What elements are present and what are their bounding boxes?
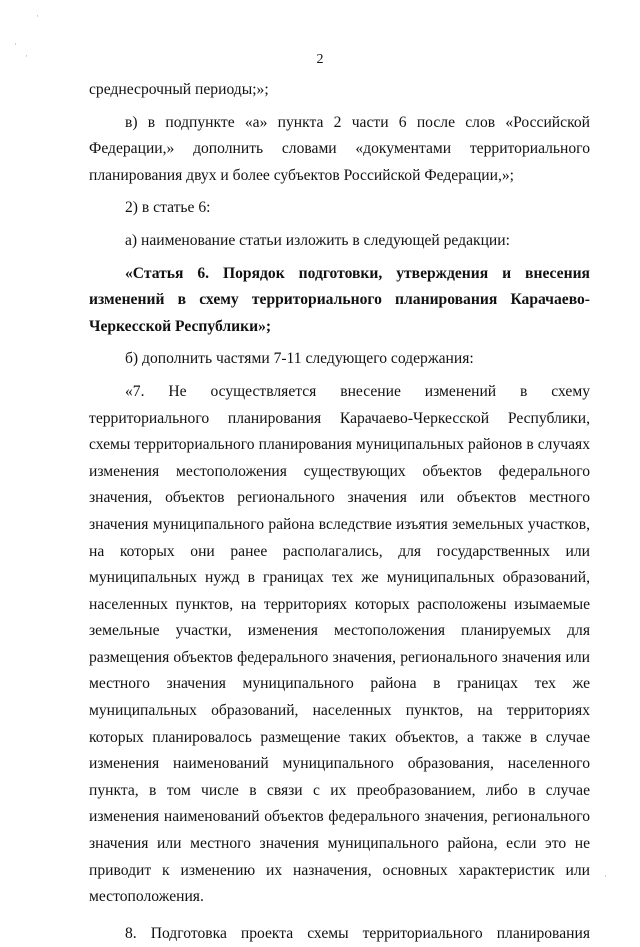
paragraph-continuation: среднесрочный периоды;»; [89, 81, 269, 98]
paragraph-subitem-v: в) в подпункте «а» пункта 2 части 6 после слов «Российской Федерации,» дополнить словами «документами территориального планирования двух и более субъектов Российской Федерации,»; [89, 113, 590, 184]
article-title: «Статья 6. Порядок подготовки, утверждения и внесения изменений в схему территориального планирования Карачаево-Черкесской Республики»; [89, 264, 590, 335]
paragraph-part-7: «7. Не осуществляется внесение изменений в схему территориального планирования Карачаево-Черкесской Республики, схемы территориального планирования муниципальных районов в случаях изменения местоположения существующих объектов федерального значения, объектов регионального значения или объектов местного значения муниципального района вследствие изъятия земельных участков, на которых они ранее располагались, для государственных или муниципальных нужд в границах тех же муниципальных образований, населенных пунктов, на территориях которых расположены изымаемые земельные участки, изменения местоположения планируемых для размещения объектов федерального значения, регионального значения или местного значения муниципального района в границах тех же муниципальных образований, населенных пунктов, на территориях которых планировалось размещение таких объектов, а также в случае изменения наименований муниципального образования, населенного пункта, в том числе в связи с их преобразованием, либо в случае изменения наименований объектов федерального значения, регионального значения или местного значения муниципального района, если это не приводит к изменению их назначения, основных характеристик или местоположения. [89, 382, 590, 906]
scan-speck: · [604, 871, 607, 881]
paragraph-part-8: 8. Подготовка проекта схемы территориального планирования [125, 924, 590, 942]
scan-speck: · [14, 39, 17, 49]
paragraph-item-2: 2) в статье 6: [125, 199, 211, 217]
paragraph-subitem-a: а) наименование статьи изложить в следующей редакции: [125, 231, 510, 249]
paragraph-subitem-b: б) дополнить частями 7-11 следующего содержания: [125, 350, 474, 368]
document-body [89, 77, 590, 947]
scan-speck: · [36, 11, 39, 21]
scan-speck: · [25, 51, 28, 61]
page-number: 2 [316, 52, 324, 67]
